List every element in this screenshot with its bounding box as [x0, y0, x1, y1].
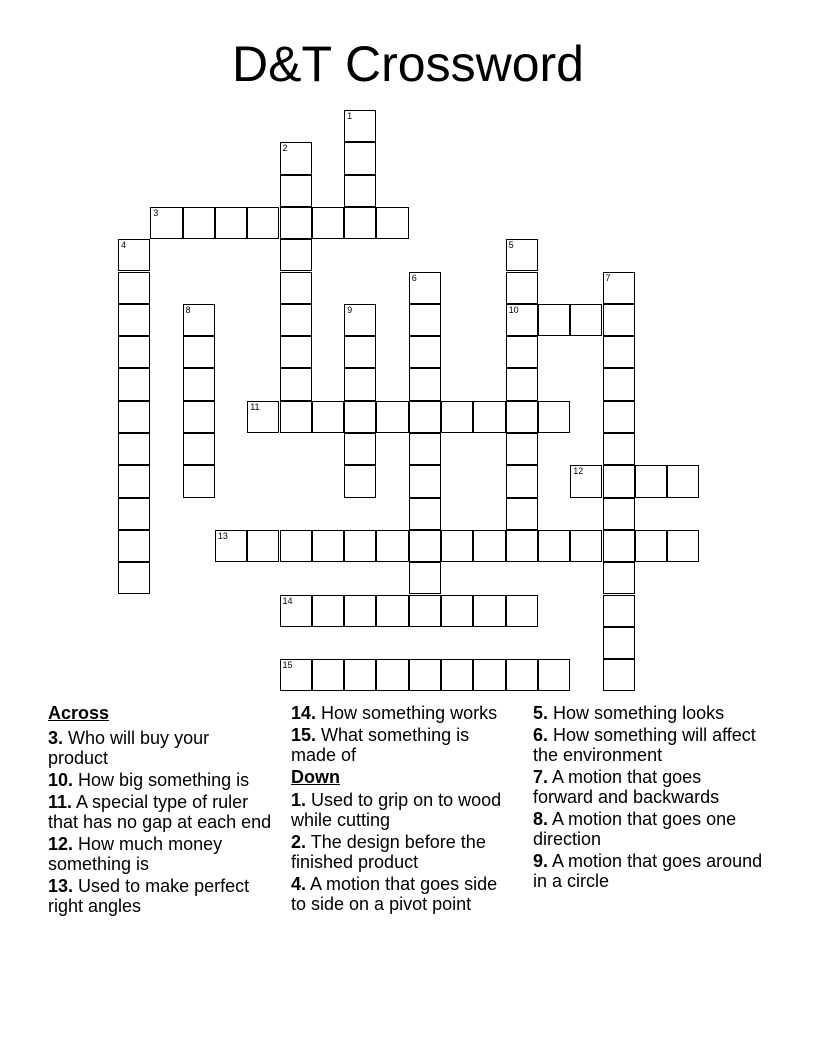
grid-cell[interactable] — [409, 562, 441, 594]
grid-cell[interactable] — [603, 401, 635, 433]
grid-cell[interactable] — [506, 272, 538, 304]
grid-cell[interactable] — [344, 530, 376, 562]
grid-cell[interactable] — [118, 465, 150, 497]
grid-cell[interactable] — [280, 175, 312, 207]
grid-cell[interactable] — [473, 595, 505, 627]
grid-cell[interactable] — [118, 336, 150, 368]
grid-cell[interactable] — [667, 530, 699, 562]
grid-cell[interactable] — [603, 530, 635, 562]
grid-cell[interactable] — [376, 401, 408, 433]
grid-cell[interactable] — [603, 336, 635, 368]
clue-number: 7 — [605, 272, 611, 283]
grid-cell[interactable] — [183, 433, 215, 465]
grid-cell[interactable] — [344, 207, 376, 239]
grid-cell[interactable] — [118, 433, 150, 465]
grid-cell[interactable] — [118, 562, 150, 594]
grid-cell[interactable] — [280, 207, 312, 239]
grid-cell[interactable] — [603, 562, 635, 594]
grid-cell[interactable] — [409, 595, 441, 627]
clue-number: 12 — [573, 466, 584, 477]
clues-column-1 — [48, 703, 273, 918]
grid-cell[interactable] — [409, 659, 441, 691]
grid-cell[interactable] — [280, 659, 312, 691]
grid-cell[interactable] — [441, 530, 473, 562]
page-title: D&T Crossword — [232, 36, 584, 92]
grid-cell[interactable] — [344, 433, 376, 465]
grid-cell[interactable] — [215, 207, 247, 239]
grid-cell[interactable] — [312, 595, 344, 627]
grid-cell[interactable] — [215, 530, 247, 562]
clue-number: 9 — [347, 304, 353, 315]
clue-down-4: 4. A motion that goes side to side on a pivot point — [291, 874, 498, 914]
grid-cell[interactable] — [409, 498, 441, 530]
grid-cell[interactable] — [506, 239, 538, 271]
grid-cell[interactable] — [118, 272, 150, 304]
grid-cell[interactable] — [409, 401, 441, 433]
grid-cell[interactable] — [409, 465, 441, 497]
grid-cell[interactable] — [183, 368, 215, 400]
clue-across-14: 14. How something works — [291, 703, 498, 723]
grid-cell[interactable] — [344, 110, 376, 142]
grid-cell[interactable] — [570, 465, 602, 497]
grid-cell[interactable] — [506, 659, 538, 691]
grid-cell[interactable] — [312, 401, 344, 433]
grid-cell[interactable] — [183, 401, 215, 433]
clue-across-3: 3. Who will buy your product — [48, 728, 210, 768]
grid-cell[interactable] — [538, 659, 570, 691]
grid-cell[interactable] — [603, 304, 635, 336]
clue-down-9: 9. A motion that goes around in a circle — [533, 851, 763, 891]
clue-down-6: 6. How something will affect the environment — [533, 725, 756, 765]
grid-cell[interactable] — [118, 239, 150, 271]
grid-cell[interactable] — [409, 336, 441, 368]
clue-number: 3 — [153, 207, 159, 218]
clue-number: 1 — [347, 111, 353, 121]
grid-cell[interactable] — [344, 368, 376, 400]
grid-cell[interactable] — [118, 304, 150, 336]
grid-cell[interactable] — [603, 498, 635, 530]
grid-cell[interactable] — [441, 659, 473, 691]
grid-cell[interactable] — [247, 530, 279, 562]
grid-cell[interactable] — [118, 498, 150, 530]
grid-cell[interactable] — [603, 627, 635, 659]
clue-down-2: 2. The design before the finished product — [291, 832, 486, 872]
grid-cell[interactable] — [603, 368, 635, 400]
grid-cell[interactable] — [376, 659, 408, 691]
grid-cell[interactable] — [473, 530, 505, 562]
grid-cell[interactable] — [603, 465, 635, 497]
grid-cell[interactable] — [344, 336, 376, 368]
clues-column-3 — [533, 703, 763, 893]
across-heading: Across — [48, 703, 110, 723]
clue-number: 11 — [250, 401, 260, 412]
grid-cell[interactable] — [280, 142, 312, 174]
clue-across-13: 13. Used to make perfect right angles — [48, 876, 250, 916]
grid-cell[interactable] — [441, 401, 473, 433]
clue-down-5: 5. How something looks — [533, 703, 725, 723]
grid-cell[interactable] — [441, 595, 473, 627]
grid-cell[interactable] — [344, 142, 376, 174]
clue-across-11: 11. A special type of ruler that has no gap at each end — [48, 792, 272, 832]
clue-across-12: 12. How much money something is — [48, 834, 223, 874]
grid-cell[interactable] — [506, 530, 538, 562]
grid-cell[interactable] — [538, 401, 570, 433]
grid-cell[interactable] — [183, 207, 215, 239]
grid-cell[interactable] — [409, 272, 441, 304]
clue-down-7: 7. A motion that goes forward and backwards — [533, 767, 720, 807]
grid-cell[interactable] — [247, 207, 279, 239]
grid-cell[interactable] — [344, 659, 376, 691]
grid-cell[interactable] — [118, 401, 150, 433]
clue-number: 2 — [282, 143, 288, 154]
clues-column-2 — [291, 703, 511, 916]
clue-across-15: 15. What something is made of — [291, 725, 470, 765]
grid-cell[interactable] — [570, 304, 602, 336]
grid-cell[interactable] — [280, 239, 312, 271]
grid-cell[interactable] — [344, 175, 376, 207]
grid-cell[interactable] — [506, 368, 538, 400]
grid-cell[interactable] — [506, 401, 538, 433]
grid-cell[interactable] — [280, 304, 312, 336]
grid-cell[interactable] — [506, 498, 538, 530]
grid-cell[interactable] — [603, 433, 635, 465]
grid-cell[interactable] — [635, 530, 667, 562]
clue-down-8: 8. A motion that goes one direction — [533, 809, 737, 849]
grid-cell[interactable] — [506, 433, 538, 465]
grid-cell[interactable] — [538, 304, 570, 336]
grid-cell[interactable] — [376, 595, 408, 627]
grid-cell[interactable] — [506, 304, 538, 336]
grid-cell[interactable] — [312, 530, 344, 562]
clue-across-10: 10. How big something is — [48, 770, 250, 790]
grid-cell[interactable] — [183, 465, 215, 497]
grid-cell[interactable] — [409, 433, 441, 465]
clue-number: 6 — [411, 272, 417, 283]
grid-cell[interactable] — [247, 401, 279, 433]
grid-cell[interactable] — [473, 401, 505, 433]
grid-cell[interactable] — [118, 530, 150, 562]
grid-cell[interactable] — [409, 304, 441, 336]
grid-cell[interactable] — [344, 401, 376, 433]
grid-cell[interactable] — [506, 336, 538, 368]
clue-down-1: 1. Used to grip on to wood while cutting — [291, 790, 502, 830]
grid-cell[interactable] — [376, 207, 408, 239]
grid-cell[interactable] — [183, 336, 215, 368]
grid-cell[interactable] — [538, 530, 570, 562]
clue-number: 14 — [282, 595, 293, 606]
grid-cell[interactable] — [183, 304, 215, 336]
grid-cell[interactable] — [280, 530, 312, 562]
grid-cell[interactable] — [312, 207, 344, 239]
grid-cell[interactable] — [603, 659, 635, 691]
grid-cell[interactable] — [280, 368, 312, 400]
grid-cell[interactable] — [150, 207, 182, 239]
clue-number: 8 — [185, 304, 191, 315]
grid-cell[interactable] — [344, 465, 376, 497]
grid-cell[interactable] — [409, 530, 441, 562]
grid-cell[interactable] — [280, 401, 312, 433]
clue-number: 13 — [217, 530, 228, 541]
grid-cell[interactable] — [506, 595, 538, 627]
grid-cell[interactable] — [603, 272, 635, 304]
clue-number: 10 — [508, 304, 519, 315]
clue-number: 4 — [121, 240, 127, 251]
grid-cell[interactable] — [118, 368, 150, 400]
grid-cell[interactable] — [280, 272, 312, 304]
clue-number: 15 — [282, 660, 293, 671]
grid-cell[interactable] — [344, 595, 376, 627]
grid-cell[interactable] — [312, 659, 344, 691]
grid-cell[interactable] — [376, 530, 408, 562]
grid-cell[interactable] — [506, 465, 538, 497]
down-heading: Down — [291, 767, 340, 787]
grid-cell[interactable] — [280, 336, 312, 368]
grid-cell[interactable] — [409, 368, 441, 400]
clue-number: 5 — [508, 240, 514, 251]
grid-cell[interactable] — [344, 304, 376, 336]
grid-cell[interactable] — [280, 595, 312, 627]
grid-cell[interactable] — [603, 595, 635, 627]
grid-cell[interactable] — [570, 530, 602, 562]
grid-cell[interactable] — [667, 465, 699, 497]
grid-cell[interactable] — [473, 659, 505, 691]
grid-cell[interactable] — [635, 465, 667, 497]
